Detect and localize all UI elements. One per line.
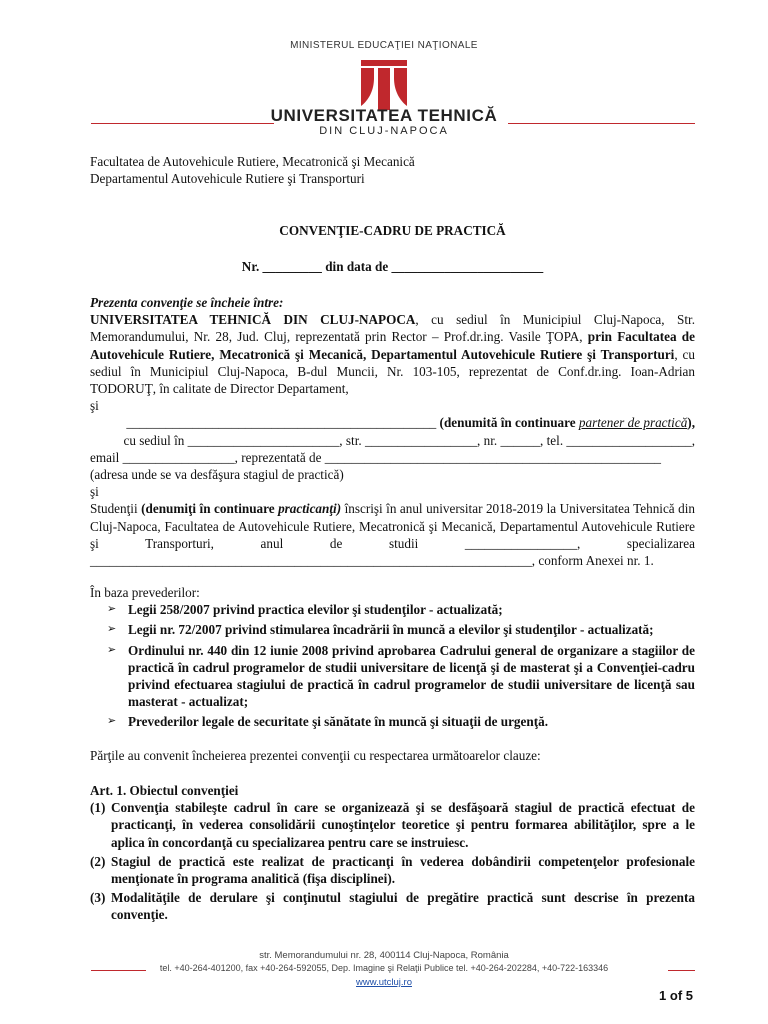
ministry-name: MINISTERUL EDUCAŢIEI NAŢIONALE — [290, 40, 478, 51]
students-text1: Studenţii — [90, 501, 142, 517]
university-city: DIN CLUJ-NAPOCA — [319, 125, 449, 137]
website-link[interactable]: www.utcluj.ro — [356, 977, 412, 988]
students-text2: (denumiţi în continuare — [141, 501, 279, 517]
list-item — [107, 642, 695, 711]
partner-denomination-2: partener de practică — [578, 415, 688, 431]
header-rule-right — [508, 123, 695, 124]
clause-text: Stagiul de practică este realizat de practicanţi în vederea dobândirii competenţelor profesionale menţionate în programa analitică (fişa disciplinei). — [111, 853, 695, 887]
footer-website-wrap — [0, 977, 768, 988]
partner-denomination-3: ), — [687, 415, 695, 431]
party-partner-line4: (adresa unde se va desfăşura stagiul de practică) — [90, 467, 344, 483]
legal-basis-section — [90, 584, 695, 731]
page-number: 1 of 5 — [659, 988, 693, 1003]
bullet-text: Prevederilor legale de securitate şi sănătate în muncă şi situaţii de urgenţă. — [128, 714, 548, 730]
university-name: UNIVERSITATEA TEHNICĂ — [270, 106, 498, 125]
students-text3: practicanţi) — [278, 501, 342, 517]
clause-text: Convenţia stabileşte cadrul în care se organizează şi se desfăşoară stagiul de practică efectuat de practicanţi, în vederea consolidării cunoştinţelor teoretice şi pentru formarea abilităţilor, spre a le aplica în concordanţă cu specializarea pentru care se instruiesc. — [111, 800, 695, 850]
header-rule-left — [91, 123, 274, 124]
and-separator-2: şi — [90, 484, 99, 500]
clause-number: (2) — [90, 853, 106, 869]
list-item — [90, 889, 695, 923]
list-item — [107, 713, 695, 730]
footer-address: str. Memorandumului nr. 28, 400114 Cluj-Napoca, România — [259, 950, 509, 961]
document-title: CONVENŢIE-CADRU DE PRACTICĂ — [279, 223, 506, 238]
arrow-bullet-icon: ➢ — [107, 643, 117, 656]
intro-text: Prezenta convenţie se încheie între: — [90, 295, 284, 310]
and-separator-1: şi — [90, 398, 99, 414]
bullet-text: Ordinului nr. 440 din 12 iunie 2008 privind aprobarea Cadrului general de organizare a stagiilor de practică în cadrul programelor de studii universitare de licenţă şi de masterat şi a Convenţiei-cadru privind efectuarea stagiului de practică în cadrul programelor de studii universitare de licenţă sau masterat - actualizat; — [128, 642, 695, 710]
faculty-block — [90, 153, 695, 187]
list-item — [90, 799, 695, 851]
party-university-text1: , cu sediul în Municipiul Cluj-Napoca, Str. Memorandumului, Nr. 28, Jud. Cluj, reprezentată prin Rector – Prof.dr.ing. Vasile ŢOPA, — [90, 312, 696, 345]
party-university-text3: , cu sediul în Municipiul Cluj-Napoca, B-dul Muncii, Nr. 103-105, reprezentat de Conf.dr.ing. Ioan-Adrian TODORUŢ, în calitate de Director Departament, — [90, 346, 696, 397]
party-university-text2: prin Facultatea de Autovehicule Rutiere, Mecatronică şi Mecanică, Departamentul Autovehicule Rutiere şi Transporturi — [90, 329, 695, 362]
arrow-bullet-icon: ➢ — [107, 715, 117, 728]
clause-number: (3) — [90, 890, 106, 906]
article-1-section — [90, 782, 695, 924]
document-number-line: Nr. _________ din data de _______________________ — [241, 259, 544, 274]
arrow-bullet-icon: ➢ — [107, 603, 117, 616]
clause-number: (1) — [90, 800, 106, 816]
faculty-name: Facultatea de Autovehicule Rutiere, Mecatronică şi Mecanică — [90, 154, 415, 169]
list-item — [107, 621, 695, 638]
party-students — [90, 500, 695, 569]
article-1-title: Art. 1. Obiectul convenţiei — [90, 783, 239, 798]
party-partner-line2: cu sediul în _______________________, str. _________________, nr. ______, tel. ___________________, — [123, 432, 695, 448]
arrow-bullet-icon: ➢ — [107, 623, 117, 636]
footer-contacts: tel. +40-264-401200, fax +40-264-592055, Dep. Imagine şi Relaţii Publice tel. +40-264-202284, +40-722-163346 — [159, 963, 609, 973]
university-logo — [359, 58, 409, 112]
party-university — [90, 311, 695, 397]
party-partner-line3: email _________________, reprezentată de ___________________________________________________ — [90, 449, 662, 465]
parties-agreed-text: Părţile au convenit încheierea prezentei convenţii cu respectarea următoarelor clauze: — [90, 748, 541, 763]
list-item — [107, 601, 695, 618]
party-university-name: UNIVERSITATEA TEHNICĂ DIN CLUJ-NAPOCA — [90, 312, 416, 328]
partner-denomination-1: (denumită în continuare — [436, 415, 579, 431]
list-item — [90, 853, 695, 887]
parties-section — [90, 294, 695, 569]
students-text4: înscrişi în anul universitar 2018-2019 la Universitatea Tehnică din Cluj-Napoca, Facultatea de Autovehicule Rutiere, Mecatronică şi Mecanică, Departamentul Autovehicule Rutiere şi Transporturi, anul de studii _________________, specializarea ___________________________________________________________________, conform Anexei nr. 1. — [90, 501, 695, 569]
clause-text: Modalităţile de derulare şi conţinutul stagiului de pregătire practică sunt descrise în prezenta convenţie. — [111, 890, 695, 923]
basis-title: În baza prevederilor: — [90, 585, 200, 600]
bullet-text: Legii 258/2007 privind practica elevilor şi studenţilor - actualizată; — [128, 602, 503, 618]
party-partner-line1 — [90, 414, 695, 431]
department-name: Departamentul Autovehicule Rutiere şi Transporturi — [90, 171, 365, 187]
partner-name-blank: _______________________________________________ — [126, 415, 437, 431]
bullet-text: Legii nr. 72/2007 privind stimularea încadrării în muncă a elevilor şi studenţilor - actualizată; — [128, 622, 654, 638]
